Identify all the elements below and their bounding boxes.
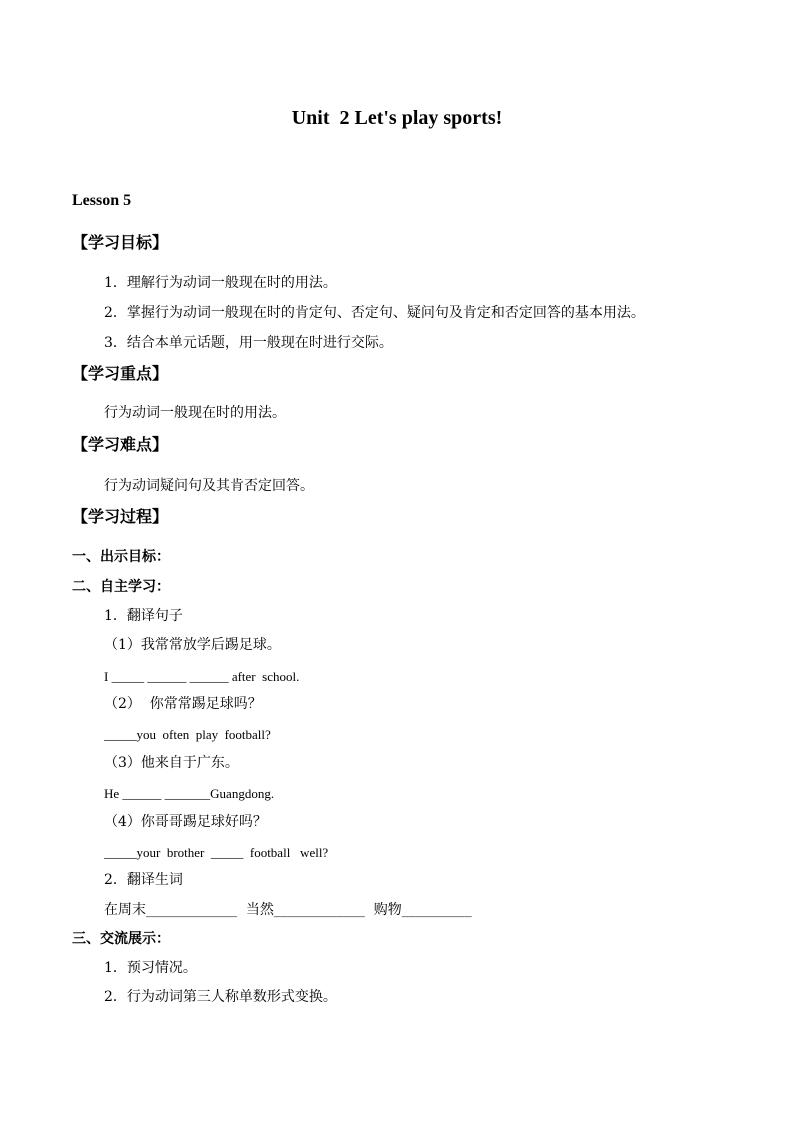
task-1-label: 1．翻译句子	[104, 608, 183, 624]
key-points-heading: 【学习重点】	[72, 364, 169, 383]
question-4-chinese: （4）你哥哥踢足球好吗？	[104, 814, 267, 830]
question-2-chinese: （2） 你常常踢足球吗？	[104, 696, 262, 712]
share-item-2: 2．行为动词第三人称单数形式变换。	[104, 989, 337, 1005]
goal-item-3: 3．结合本单元话题，用一般现在时进行交际。	[104, 335, 393, 351]
question-3-chinese: （3）他来自于广东。	[104, 755, 239, 771]
lesson-heading: Lesson 5	[72, 192, 132, 209]
question-1-chinese: （1）我常常放学后踢足球。	[104, 637, 281, 653]
task-2-label: 2．翻译生词	[104, 872, 183, 888]
share-item-1: 1．预习情况。	[104, 960, 197, 976]
question-4-english: _____your brother _____ football well?	[104, 845, 329, 860]
step-3-label: 三、交流展示：	[72, 931, 170, 947]
difficulties-text: 行为动词疑问句及其肯否定回答。	[104, 478, 314, 494]
key-points-text: 行为动词一般现在时的用法。	[104, 405, 286, 421]
step-1-label: 一、出示目标：	[72, 549, 170, 565]
process-heading: 【学习过程】	[72, 507, 169, 526]
goal-item-2: 2．掌握行为动词一般现在时的肯定句、否定句、疑问句及肯定和否定回答的基本用法。	[104, 305, 645, 321]
page-title: Unit 2 Let's play sports!	[291, 107, 503, 129]
goals-heading: 【学习目标】	[72, 233, 169, 252]
question-2-english: _____you often play football?	[104, 727, 271, 742]
vocab-line: 在周末_____________ 当然_____________ 购物__________	[104, 902, 472, 918]
step-2-label: 二、自主学习：	[72, 579, 170, 595]
question-1-english: I _____ ______ ______ after school.	[104, 669, 300, 684]
goal-item-1: 1．理解行为动词一般现在时的用法。	[104, 275, 337, 291]
question-3-english: He ______ _______Guangdong.	[104, 786, 275, 801]
difficulties-heading: 【学习难点】	[72, 435, 169, 454]
